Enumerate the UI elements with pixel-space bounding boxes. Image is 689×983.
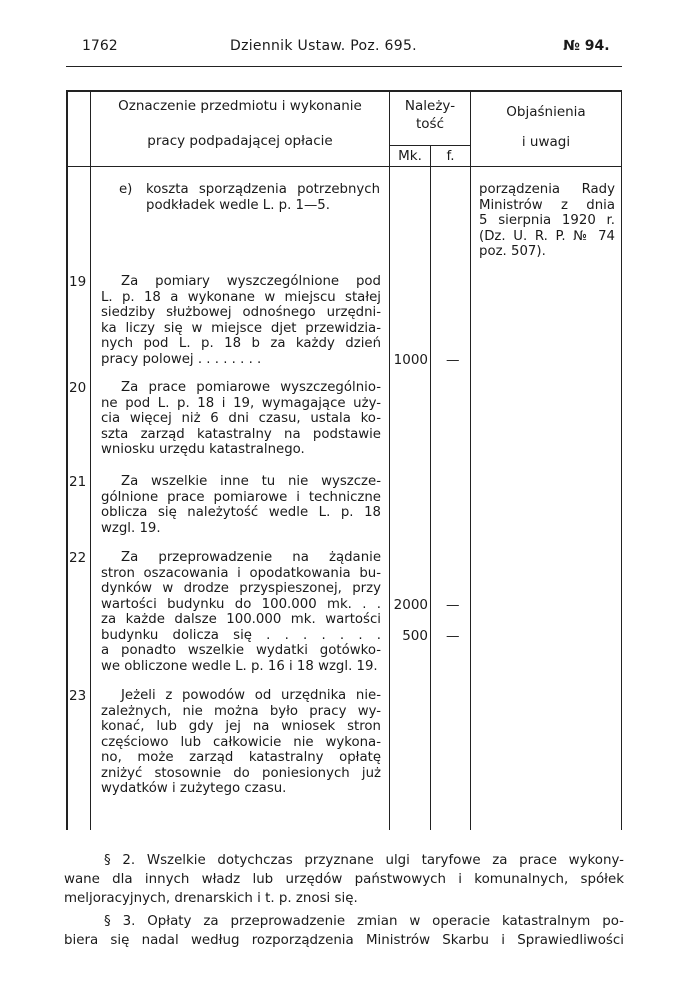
row-text <box>101 550 381 674</box>
issue-number: № 94. <box>563 38 610 54</box>
col-fee-right-divider <box>470 90 471 830</box>
row-line: za każde dalsze 100.000 mk. wartości <box>101 612 381 627</box>
table-top-rule <box>66 90 622 92</box>
row-line: a ponadto wszelkie wydatki gotówko- <box>101 643 381 658</box>
row-line: zniżyć stosownie do poniesionych już <box>101 765 381 781</box>
row-amount: 2000 <box>393 597 428 613</box>
col-num-divider <box>90 90 91 830</box>
journal-title: Dziennik Ustaw. Poz. 695. <box>230 38 417 54</box>
item-e-label: e) <box>119 182 133 197</box>
table-left-border <box>66 90 68 830</box>
row-line: siedziby służbowej odnośnego urzędni- <box>101 305 381 320</box>
row-dash: — <box>446 628 460 644</box>
row-line: Za prace pomiarowe wyszczególnio- <box>121 380 381 395</box>
row-line: budynku dolicza się . . . . . . . <box>101 627 381 643</box>
row-number: 23 <box>69 688 87 704</box>
section-line: biera się nadal według rozporządzenia Ministrów Skarbu i Sprawiedliwości <box>64 933 624 948</box>
row-line: stron oszacowania i opodatkowania bu- <box>101 565 381 581</box>
item-e-text <box>146 182 380 213</box>
row-number: 21 <box>69 474 87 490</box>
row-line: Za wszelkie inne tu nie wyszcze- <box>121 474 381 489</box>
row-line: konać, lub gdy jej na wniosek stron <box>101 719 381 734</box>
row-dash: — <box>446 597 460 613</box>
row-text <box>101 274 381 367</box>
notes-line: poz. 507). <box>479 244 546 259</box>
row-line: cia więcej niż 6 dni czasu, ustala ko- <box>101 411 381 426</box>
notes-line: porządzenia Rady <box>479 182 615 197</box>
header-rule <box>66 66 622 67</box>
row-number: 20 <box>69 380 87 396</box>
row-line: L. p. 18 a wykonane w miejscu stałej <box>101 289 381 305</box>
row-line: no, może zarząd katastralny opłatę <box>101 750 381 765</box>
row-line: zależnych, nie można było pracy wy- <box>101 703 381 719</box>
col-subject-header-line1: Oznaczenie przedmiotu i wykonanie <box>118 98 362 114</box>
row-text <box>101 688 381 797</box>
row-line: Jeżeli z powodów od urzędnika nie- <box>121 688 381 703</box>
notes-line: 5 sierpnia 1920 r. <box>479 213 615 228</box>
table-right-border <box>621 90 622 830</box>
col-f-header: f. <box>446 148 455 164</box>
row-dash: — <box>446 352 460 368</box>
col-fee-header-line1: Należy- <box>404 98 456 114</box>
row-line: nych pod L. p. 18 b za każdy dzień <box>101 336 381 351</box>
row-line: gólnione prace pomiarowe i techniczne <box>101 489 381 505</box>
col-mk-header: Mk. <box>398 148 422 164</box>
row-text <box>101 474 381 536</box>
section-line: § 2. Wszelkie dotychczas przyznane ulgi taryfowe za prace wykony- <box>104 853 624 868</box>
table-head-rule <box>66 166 622 167</box>
row-line: Za pomiary wyszczególnione pod <box>121 274 381 289</box>
row-line: wniosku urzędu katastralnego. <box>101 442 305 457</box>
section-3 <box>64 912 624 950</box>
row-text <box>101 380 381 458</box>
row-line: częściowo lub całkowicie nie wykona- <box>101 734 381 750</box>
section-line: wane dla innych władz lub urzędów państwowych i komunalnych, spółek <box>64 872 624 887</box>
page-number: 1762 <box>82 38 118 54</box>
notes-line: Ministrów z dnia <box>479 197 615 213</box>
notes-line: (Dz. U. R. P. № 74 <box>479 228 615 244</box>
row-line: ka liczy się w miejsce djet przewidzia- <box>101 320 381 336</box>
section-line: § 3. Opłaty za przeprowadzenie zmian w operacie katastralnym po- <box>104 914 624 929</box>
row-number: 19 <box>69 274 87 290</box>
row-line: wzgl. 19. <box>101 520 161 536</box>
row-amount: 500 <box>402 628 428 644</box>
section-2 <box>64 851 624 908</box>
fee-sub-rule <box>389 145 470 146</box>
row-line: szta zarząd katastralny na podstawie <box>101 426 381 442</box>
row-amount: 1000 <box>393 352 428 368</box>
col-notes-header-line2: i uwagi <box>521 134 571 150</box>
col-subject-header-line2: pracy podpadającej opłacie <box>147 133 333 149</box>
row-line: ne pod L. p. 18 i 19, wymagające uży- <box>101 395 381 411</box>
row-line: Za przeprowadzenie na żądanie <box>121 550 381 565</box>
col-subject-divider <box>389 90 390 830</box>
col-fee-header-line2: tość <box>415 116 444 132</box>
col-fee-divider <box>430 145 431 830</box>
col-notes-header-line1: Objaśnienia <box>506 104 586 120</box>
row-line: wydatków i zużytego czasu. <box>101 781 287 796</box>
row-line: we obliczone wedle L. p. 16 i 18 wzgl. 19. <box>101 658 378 674</box>
row-line: oblicza się należytość wedle L. p. 18 <box>101 505 381 520</box>
row-line: dynków w drodze przyspieszonej, przy <box>101 581 381 596</box>
row-line: pracy polowej . . . . . . . . <box>101 351 262 367</box>
notes-text <box>479 182 615 260</box>
item-e-line: podkładek wedle L. p. 1—5. <box>146 197 330 213</box>
item-e-line: kosztа sporządzenia potrzebnych <box>146 182 380 197</box>
row-number: 22 <box>69 550 87 566</box>
section-line: meljoracyjnych, drenarskich i t. p. znosi się. <box>64 891 358 906</box>
row-line: wartości budynku do 100.000 mk. . . <box>101 596 381 612</box>
